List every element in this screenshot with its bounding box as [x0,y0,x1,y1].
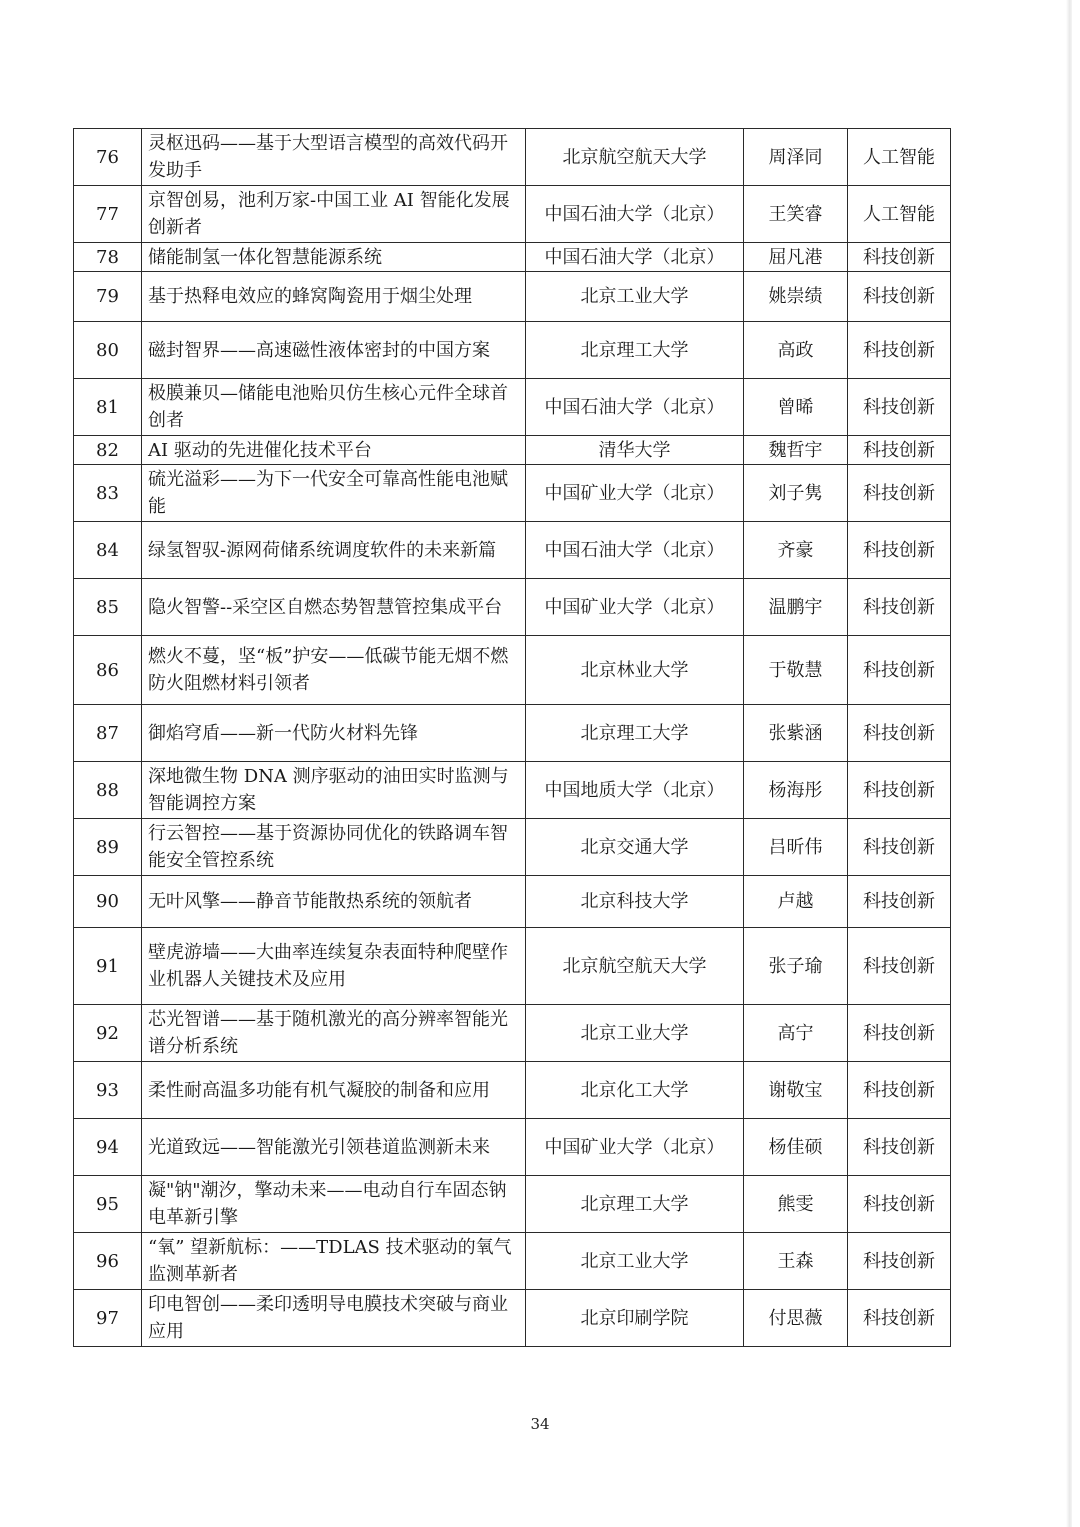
project-title: 隐火智警--采空区自燃态势智慧管控集成平台 [142,579,526,636]
row-number: 79 [74,272,142,322]
table-row [74,465,951,522]
school-name: 中国矿业大学（北京） [526,465,744,522]
table-row [74,1119,951,1176]
row-number: 81 [74,379,142,436]
row-number: 91 [74,928,142,1005]
row-number: 89 [74,819,142,876]
school-name: 中国石油大学（北京） [526,186,744,243]
page-edge-shadow [1066,0,1072,1527]
project-title: 深地微生物 DNA 测序驱动的油田实时监测与智能调控方案 [142,762,526,819]
table-row [74,186,951,243]
row-number: 76 [74,129,142,186]
school-name: 北京交通大学 [526,819,744,876]
school-name: 北京工业大学 [526,1233,744,1290]
table-row [74,243,951,272]
row-number: 82 [74,436,142,465]
row-number: 87 [74,705,142,762]
leader-name: 张紫涵 [744,705,848,762]
project-title: 印电智创——柔印透明导电膜技术突破与商业应用 [142,1290,526,1347]
project-title: 灵枢迅码——基于大型语言模型的高效代码开发助手 [142,129,526,186]
project-title: 无叶风擎——静音节能散热系统的领航者 [142,876,526,928]
leader-name: 谢敬宝 [744,1062,848,1119]
table-row [74,876,951,928]
project-category: 科技创新 [848,465,951,522]
table-row [74,322,951,379]
project-title: 绿氢智驭-源网荷储系统调度软件的未来新篇 [142,522,526,579]
project-category: 科技创新 [848,522,951,579]
leader-name: 张子瑜 [744,928,848,1005]
school-name: 中国矿业大学（北京） [526,1119,744,1176]
project-category: 科技创新 [848,243,951,272]
leader-name: 杨佳硕 [744,1119,848,1176]
row-number: 77 [74,186,142,243]
leader-name: 曾晞 [744,379,848,436]
row-number: 80 [74,322,142,379]
project-title: 极膜兼贝—储能电池贻贝仿生核心元件全球首创者 [142,379,526,436]
leader-name: 于敬慧 [744,636,848,705]
row-number: 94 [74,1119,142,1176]
project-category: 人工智能 [848,129,951,186]
school-name: 北京理工大学 [526,705,744,762]
leader-name: 付思薇 [744,1290,848,1347]
school-name: 中国石油大学（北京） [526,522,744,579]
table-row [74,1005,951,1062]
table-row [74,129,951,186]
row-number: 93 [74,1062,142,1119]
school-name: 北京航空航天大学 [526,928,744,1005]
project-category: 科技创新 [848,762,951,819]
row-number: 88 [74,762,142,819]
project-category: 科技创新 [848,1005,951,1062]
project-category: 科技创新 [848,928,951,1005]
leader-name: 姚崇绩 [744,272,848,322]
row-number: 92 [74,1005,142,1062]
project-title: 基于热释电效应的蜂窝陶瓷用于烟尘处理 [142,272,526,322]
school-name: 北京航空航天大学 [526,129,744,186]
row-number: 86 [74,636,142,705]
project-category: 科技创新 [848,1233,951,1290]
project-title: 京智创易，池利万家-中国工业 AI 智能化发展创新者 [142,186,526,243]
project-category: 科技创新 [848,579,951,636]
leader-name: 温鹏宇 [744,579,848,636]
row-number: 83 [74,465,142,522]
leader-name: 刘子隽 [744,465,848,522]
table-row [74,819,951,876]
table-row [74,579,951,636]
page-number: 34 [530,1415,550,1433]
school-name: 中国地质大学（北京） [526,762,744,819]
school-name: 北京工业大学 [526,1005,744,1062]
school-name: 北京理工大学 [526,1176,744,1233]
project-category: 科技创新 [848,819,951,876]
project-title: 御焰穹盾——新一代防火材料先锋 [142,705,526,762]
leader-name: 高政 [744,322,848,379]
project-category: 科技创新 [848,876,951,928]
table-row [74,705,951,762]
school-name: 北京理工大学 [526,322,744,379]
table-body [74,129,951,1347]
row-number: 96 [74,1233,142,1290]
school-name: 中国石油大学（北京） [526,243,744,272]
leader-name: 杨海彤 [744,762,848,819]
project-category: 人工智能 [848,186,951,243]
school-name: 北京科技大学 [526,876,744,928]
project-category: 科技创新 [848,436,951,465]
project-category: 科技创新 [848,636,951,705]
project-table [73,128,951,1347]
school-name: 北京工业大学 [526,272,744,322]
school-name: 中国矿业大学（北京） [526,579,744,636]
row-number: 97 [74,1290,142,1347]
project-title: 芯光智谱——基于随机激光的高分辨率智能光谱分析系统 [142,1005,526,1062]
project-title: “氧” 望新航标：——TDLAS 技术驱动的氧气监测革新者 [142,1233,526,1290]
row-number: 84 [74,522,142,579]
row-number: 85 [74,579,142,636]
project-title: 柔性耐高温多功能有机气凝胶的制备和应用 [142,1062,526,1119]
project-title: 行云智控——基于资源协同优化的铁路调车智能安全管控系统 [142,819,526,876]
leader-name: 屈凡港 [744,243,848,272]
school-name: 北京林业大学 [526,636,744,705]
school-name: 中国石油大学（北京） [526,379,744,436]
table-row [74,1176,951,1233]
leader-name: 卢越 [744,876,848,928]
table-row [74,1233,951,1290]
leader-name: 熊雯 [744,1176,848,1233]
leader-name: 齐豪 [744,522,848,579]
row-number: 90 [74,876,142,928]
project-category: 科技创新 [848,1176,951,1233]
leader-name: 周泽同 [744,129,848,186]
table-row [74,379,951,436]
project-category: 科技创新 [848,1290,951,1347]
table-row [74,1062,951,1119]
project-title: 壁虎游墙——大曲率连续复杂表面特种爬壁作业机器人关键技术及应用 [142,928,526,1005]
leader-name: 吕昕伟 [744,819,848,876]
row-number: 95 [74,1176,142,1233]
table-row [74,436,951,465]
leader-name: 魏哲宇 [744,436,848,465]
table-row [74,1290,951,1347]
project-title: 凝"钠"潮汐，擎动未来——电动自行车固态钠电革新引擎 [142,1176,526,1233]
leader-name: 王笑睿 [744,186,848,243]
project-title: 磁封智界——高速磁性液体密封的中国方案 [142,322,526,379]
school-name: 北京印刷学院 [526,1290,744,1347]
project-title: 光道致远——智能激光引领巷道监测新未来 [142,1119,526,1176]
project-category: 科技创新 [848,1119,951,1176]
table-row [74,762,951,819]
project-title: 储能制氢一体化智慧能源系统 [142,243,526,272]
leader-name: 高宁 [744,1005,848,1062]
project-category: 科技创新 [848,272,951,322]
table-row [74,928,951,1005]
leader-name: 王森 [744,1233,848,1290]
table-row [74,522,951,579]
project-title: 硫光溢彩——为下一代安全可靠高性能电池赋能 [142,465,526,522]
table-row [74,636,951,705]
school-name: 清华大学 [526,436,744,465]
project-title: AI 驱动的先进催化技术平台 [142,436,526,465]
table-row [74,272,951,322]
project-category: 科技创新 [848,322,951,379]
row-number: 78 [74,243,142,272]
project-title: 燃火不蔓，坚“板”护安——低碳节能无烟不燃防火阻燃材料引领者 [142,636,526,705]
project-category: 科技创新 [848,1062,951,1119]
school-name: 北京化工大学 [526,1062,744,1119]
project-category: 科技创新 [848,379,951,436]
project-category: 科技创新 [848,705,951,762]
